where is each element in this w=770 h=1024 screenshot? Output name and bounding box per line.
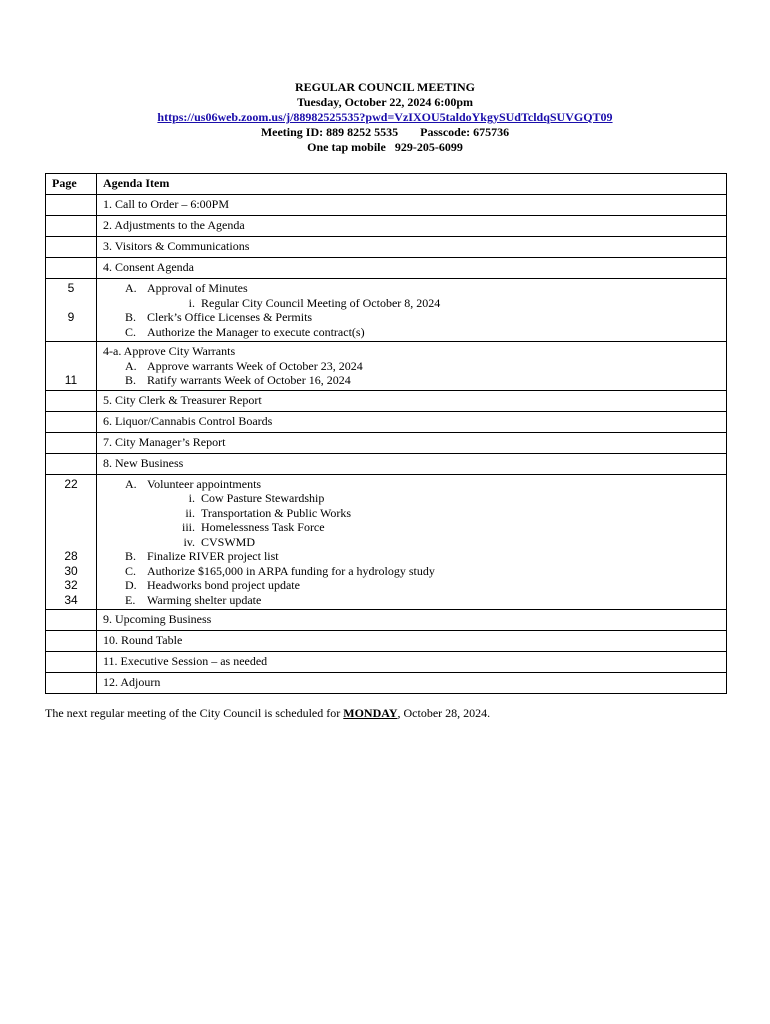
agenda-item: 5. City Clerk & Treasurer Report (97, 390, 727, 411)
page-number: 34 (64, 592, 78, 607)
meeting-header (0, 80, 770, 155)
page-number: 28 (64, 549, 78, 563)
page-number: 11 (64, 373, 78, 387)
sub-sub-item: i. Cow Pasture Stewardship (188, 491, 325, 505)
sub-item: C. Authorize the Manager to execute contract(s) (125, 324, 365, 339)
sub-item: D. Headworks bond project update (125, 578, 300, 592)
agenda-table (45, 173, 727, 694)
next-meeting-note: The next regular meeting of the City Council is scheduled for MONDAY, October 28, 2024. (45, 706, 491, 720)
sub-sub-item: iv. CVSWMD (183, 534, 256, 549)
agenda-item: 8. New Business (97, 453, 727, 474)
zoom-link[interactable]: https://us06web.zoom.us/j/88982525535?pwd=VzIXOU5taldoYkgySUdTcldqSUVGQT09 (157, 110, 613, 124)
agenda-item: 12. Adjourn (97, 673, 727, 694)
agenda-column-header: Agenda Item (97, 174, 727, 195)
sub-sub-item: i. Regular City Council Meeting of October 8, 2024 (188, 295, 441, 310)
page-number: 22 (64, 476, 78, 491)
sub-item: C. Authorize $165,000 in ARPA funding for a hydrology study (125, 563, 435, 578)
page-number: 5 (67, 281, 75, 295)
page-column-header: Page (46, 174, 97, 195)
sub-sub-item: ii. Transportation & Public Works (185, 505, 352, 520)
agenda-item: 4. Consent Agenda (97, 258, 727, 279)
page-number: 9 (67, 310, 75, 324)
passcode: Passcode: 675736 (420, 125, 510, 139)
agenda-item: 9. Upcoming Business (97, 610, 727, 631)
agenda-item: 2. Adjustments to the Agenda (97, 216, 727, 237)
agenda-item: 6. Liquor/Cannabis Control Boards (97, 411, 727, 432)
agenda-item: 3. Visitors & Communications (97, 237, 727, 258)
agenda-item: 4-a. Approve City Warrants (103, 344, 236, 358)
agenda-item: 10. Round Table (97, 631, 727, 652)
sub-item: A. Approval of Minutes (125, 281, 248, 295)
agenda-item: 1. Call to Order – 6:00PM (97, 195, 727, 216)
sub-item: A. Volunteer appointments (125, 476, 262, 491)
sub-item: B. Finalize RIVER project list (125, 549, 279, 563)
sub-item: E. Warming shelter update (125, 592, 262, 607)
page-number: 32 (64, 578, 78, 592)
meeting-date: Tuesday, October 22, 2024 6:00pm (296, 95, 473, 109)
meeting-id: Meeting ID: 889 8252 5535 (260, 125, 399, 139)
page-number: 30 (64, 563, 78, 578)
sub-sub-item: iii. Homelessness Task Force (181, 520, 325, 534)
agenda-item: 11. Executive Session – as needed (97, 652, 727, 673)
one-tap-mobile: One tap mobile 929-205-6099 (307, 140, 463, 154)
agenda-item: 7. City Manager’s Report (97, 432, 727, 453)
next-meeting-day: MONDAY (343, 706, 398, 720)
sub-item: B. Clerk’s Office Licenses & Permits (125, 310, 313, 324)
sub-item: B. Ratify warrants Week of October 16, 2024 (125, 373, 351, 387)
meeting-title: REGULAR COUNCIL MEETING (294, 80, 476, 94)
sub-item: A. Approve warrants Week of October 23, 2024 (125, 358, 363, 373)
